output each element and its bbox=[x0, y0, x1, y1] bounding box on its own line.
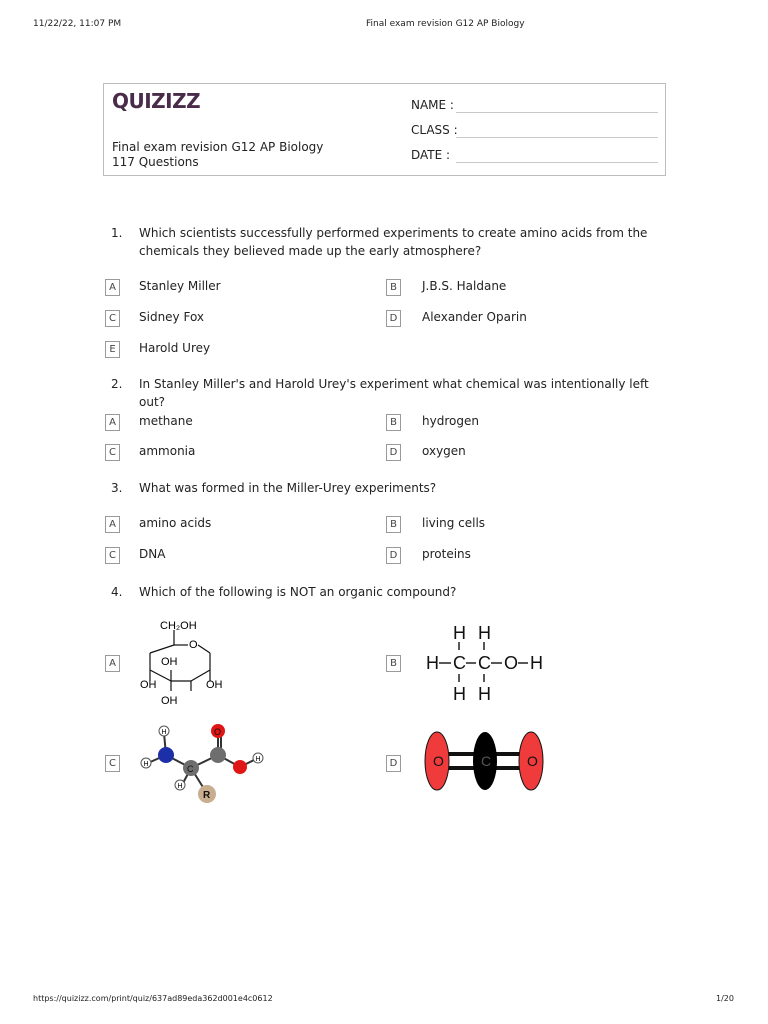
question-number: 2. bbox=[111, 377, 123, 391]
name-label: NAME : bbox=[411, 98, 454, 112]
ethanol-c: C bbox=[478, 653, 491, 673]
class-label: CLASS : bbox=[411, 123, 458, 137]
glucose-label-o: O bbox=[189, 639, 198, 651]
amino-atom-o: O bbox=[214, 727, 222, 737]
print-datetime: 11/22/22, 11:07 PM bbox=[33, 19, 122, 29]
ethanol-h: H bbox=[453, 684, 466, 704]
option-letter[interactable]: C bbox=[105, 755, 120, 772]
option-letter[interactable]: D bbox=[386, 310, 401, 327]
glucose-label-oh: OH bbox=[206, 679, 223, 691]
option-text: DNA bbox=[139, 547, 166, 561]
option-letter[interactable]: A bbox=[105, 279, 120, 296]
question-number: 4. bbox=[111, 585, 123, 599]
date-label: DATE : bbox=[411, 148, 451, 162]
print-url: https://quizizz.com/print/quiz/637ad89eda362d001e4c0612 bbox=[33, 994, 273, 1003]
ethanol-h: H bbox=[426, 653, 439, 673]
quiz-title: Final exam revision G12 AP Biology bbox=[112, 140, 324, 154]
quiz-header-box bbox=[103, 83, 666, 176]
option-letter[interactable]: C bbox=[105, 310, 120, 327]
option-letter[interactable]: C bbox=[105, 547, 120, 564]
co2-atom-o: O bbox=[527, 753, 538, 769]
date-field-line[interactable] bbox=[456, 162, 658, 163]
co2-atom-o: O bbox=[433, 753, 444, 769]
option-text: Sidney Fox bbox=[139, 310, 205, 324]
option-text: proteins bbox=[422, 547, 471, 561]
option-text: Harold Urey bbox=[139, 341, 211, 355]
class-field-line[interactable] bbox=[456, 137, 658, 138]
option-letter[interactable]: D bbox=[386, 444, 401, 461]
glucose-label-oh: OH bbox=[140, 679, 157, 691]
option-text: hydrogen bbox=[422, 414, 479, 428]
option-text: ammonia bbox=[139, 444, 196, 458]
ethanol-o: O bbox=[504, 653, 519, 673]
amino-atom-r: R bbox=[203, 790, 211, 801]
ethanol-structure-image bbox=[424, 622, 549, 704]
question-count: 117 Questions bbox=[112, 155, 199, 169]
option-letter[interactable]: B bbox=[386, 655, 401, 672]
question-number: 3. bbox=[111, 481, 123, 495]
glucose-label-oh: OH bbox=[161, 656, 178, 668]
name-field-line[interactable] bbox=[456, 112, 658, 113]
print-page-title: Final exam revision G12 AP Biology bbox=[366, 19, 525, 29]
ethanol-h: H bbox=[453, 623, 466, 643]
option-text: J.B.S. Haldane bbox=[422, 279, 507, 293]
question-text: Which of the following is NOT an organic compound? bbox=[139, 585, 457, 599]
ethanol-h: H bbox=[478, 623, 491, 643]
option-text: living cells bbox=[422, 516, 486, 530]
amino-atom-h: H bbox=[255, 756, 261, 763]
option-text: Alexander Oparin bbox=[422, 310, 527, 324]
question-text: Which scientists successfully performed experiments to create amino acids from the chemicals they believed made up the early atmosphere? bbox=[139, 226, 648, 258]
amino-atom-h: H bbox=[177, 783, 183, 790]
option-letter[interactable]: E bbox=[105, 341, 120, 358]
option-letter[interactable]: B bbox=[386, 414, 401, 431]
amino-acid-model-image bbox=[136, 720, 271, 806]
option-letter[interactable]: D bbox=[386, 547, 401, 564]
glucose-label-ch2oh: CH₂OH bbox=[160, 620, 197, 632]
option-letter[interactable]: A bbox=[105, 655, 120, 672]
question-number: 1. bbox=[111, 226, 123, 240]
option-text: oxygen bbox=[422, 444, 466, 458]
ethanol-h: H bbox=[530, 653, 543, 673]
option-letter[interactable]: C bbox=[105, 444, 120, 461]
ethanol-h: H bbox=[478, 684, 491, 704]
amino-atom-c: C bbox=[187, 764, 194, 774]
option-text: Stanley Miller bbox=[139, 279, 221, 293]
carbon-dioxide-model-image bbox=[424, 728, 549, 794]
question-text: In Stanley Miller's and Harold Urey's experiment what chemical was intentionally left out? bbox=[139, 377, 649, 409]
amino-atom-h: H bbox=[143, 761, 149, 768]
print-page-number: 1/20 bbox=[716, 994, 734, 1003]
quizizz-logo: QUIZIZZ bbox=[112, 89, 201, 113]
question-text: What was formed in the Miller-Urey experiments? bbox=[139, 481, 437, 495]
option-letter[interactable]: A bbox=[105, 414, 120, 431]
option-letter[interactable]: B bbox=[386, 516, 401, 533]
option-letter[interactable]: D bbox=[386, 755, 401, 772]
option-letter[interactable]: A bbox=[105, 516, 120, 533]
option-letter[interactable]: B bbox=[386, 279, 401, 296]
glucose-label-oh: OH bbox=[161, 695, 178, 707]
option-text: amino acids bbox=[139, 516, 212, 530]
ethanol-c: C bbox=[453, 653, 466, 673]
glucose-structure-image bbox=[136, 615, 236, 710]
co2-atom-c: C bbox=[481, 753, 492, 769]
amino-atom-h: H bbox=[161, 729, 167, 736]
option-text: methane bbox=[139, 414, 193, 428]
